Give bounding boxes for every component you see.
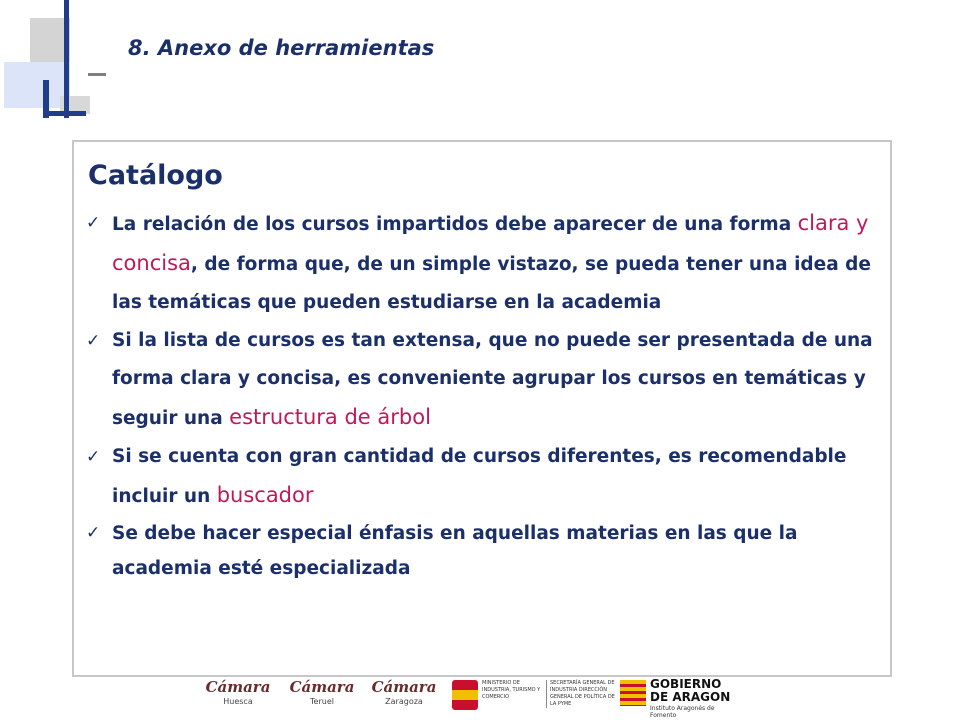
bullet-text: , de forma que, de un simple vistazo, se pueda tener una idea de las temáticas que pueden estudiarse en la academia	[112, 254, 871, 313]
corner-decoration-line	[64, 0, 69, 118]
bullet-text: La relación de los cursos impartidos debe aparecer de una forma	[112, 214, 798, 235]
box-heading: Catálogo	[88, 160, 223, 191]
secretaria-text: SECRETARÍA GENERAL DE INDUSTRIA DIRECCIÓN GENERAL DE POLÍTICA DE LA PYME	[546, 680, 616, 708]
bullet-item	[74, 438, 894, 516]
bullet-highlight: clara y concisa	[112, 211, 869, 275]
gobierno-aragon-logo	[620, 676, 740, 719]
logo-city: Teruel	[310, 697, 334, 706]
bullet-text: Si la lista de cursos es tan extensa, que no puede ser presentada de una forma clara y concisa, es conveniente agrupar los cursos en temáticas y seguir una	[112, 330, 873, 429]
checkmark-icon: ✓	[86, 447, 101, 467]
logo-city: Huesca	[223, 697, 253, 706]
gobierno-subtitle: Instituto Aragonés de Fomento	[650, 705, 715, 719]
corner-decoration-line	[44, 111, 86, 116]
bullet-highlight: buscador	[216, 483, 314, 507]
checkmark-icon: ✓	[86, 523, 101, 543]
ministerio-logo	[452, 680, 615, 712]
bullet-list	[74, 204, 894, 586]
content-box	[72, 140, 892, 677]
logo-word: Cámara	[371, 678, 437, 696]
aragon-flag-icon	[620, 680, 646, 706]
bullet-item	[74, 516, 894, 586]
checkmark-icon: ✓	[86, 331, 101, 351]
camara-teruel-logo	[286, 678, 358, 714]
logo-word: Cámara	[205, 678, 271, 696]
bullet-text: Si se cuenta con gran cantidad de cursos diferentes, es recomendable incluir un	[112, 446, 847, 507]
gobierno-text: GOBIERNO DE ARAGON	[650, 677, 731, 704]
logo-word: Cámara	[289, 678, 355, 696]
title-rule	[88, 73, 106, 76]
logo-city: Zaragoza	[385, 697, 423, 706]
checkmark-icon: ✓	[86, 213, 101, 233]
bullet-highlight: estructura de árbol	[229, 405, 431, 429]
bullet-item	[74, 204, 894, 322]
ministerio-text: MINISTERIO DE INDUSTRIA, TURISMO Y COMERCIO	[482, 680, 541, 700]
bullet-text: Se debe hacer especial énfasis en aquellas materias en las que la academia esté especializada	[112, 523, 798, 579]
bullet-item	[74, 322, 894, 438]
footer-logos	[200, 676, 740, 719]
coat-of-arms-icon	[452, 680, 478, 710]
camara-huesca-logo	[202, 678, 274, 714]
section-title: 8. Anexo de herramientas	[128, 36, 435, 60]
camara-zaragoza-logo	[368, 678, 440, 714]
